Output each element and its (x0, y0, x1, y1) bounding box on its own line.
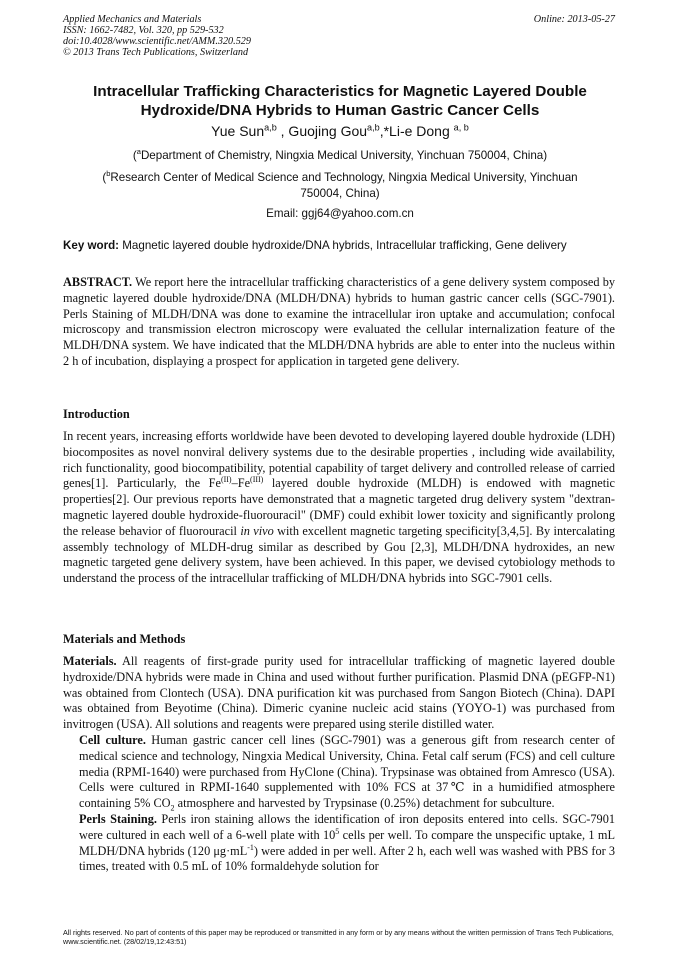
paren: ( (132, 149, 137, 162)
perls-superscript-2: -1 (247, 842, 254, 852)
affiliation-b (60, 170, 620, 202)
affil-marker-a: a (136, 147, 141, 157)
paren: ( (102, 171, 107, 184)
author-2-affil: a,b (367, 122, 380, 133)
intro-text-1: In recent years, increasing efforts worldwide have been devoted to developing layered double hydroxide (LDH) biocomposites as novel nonviral delivery systems due to the desirable properties , including wide availability, rich functionality, good biocompatibility, potential capability of target delivery and controlled release of carried genes[1]. Particularly, the Fe (63, 429, 615, 491)
intro-text-2: –Fe (231, 476, 251, 491)
affiliation-b-text-1: Research Center of Medical Science and Technology, Ningxia Medical University, Yinchuan (110, 171, 578, 184)
materials-label: Materials. (63, 654, 117, 668)
fe2-superscript: (II) (220, 475, 232, 485)
journal-info (63, 14, 251, 58)
cell-culture-text-1: Human gastric cancer cell lines (SGC-7901) was a generous gift from research center of medical science and technology, Ningxia Medical University, China. Fetal calf serum (FCS) and cell culture media (RPMI-1640) were purchased from HyClone (China). Trypsinase was obtained from Amresco (USA). Cells were cultured in RPMI-1640 supplemented with 10% FCS at 37℃ in a humidified atmosphere containing 5% CO (79, 732, 615, 811)
copyright-footer: All rights reserved. No part of contents of this paper may be reproduced or transmitted in any form or by any means without the written permission of Trans Tech Publications, www.scientific.net. (28/02/19,12:43:51) (63, 928, 614, 946)
affiliation-a-text: Department of Chemistry, Ningxia Medical University, Yinchuan 750004, China) (140, 149, 548, 162)
perls-text-3: ) were added in per well. After 2 h, each well was washed with PBS for 3 times, treated with 0.5 mL of 10% formaldehyde solution for (79, 843, 616, 874)
intro-text-3: layered double hydroxide (MLDH) is endowed with magnetic properties[2]. Our previous reports have demonstrated that a magnetic targeted drug delivery system "dextran-magnetic layered double hydroxide-fluorouracil" (DMF) could exhibit lower toxicity and significantly prolong the release behavior of fluorouracil (63, 476, 615, 538)
author-1-affil: a,b (264, 122, 277, 133)
co2-subscript: 2 (170, 803, 175, 813)
author-3-affil: a, b (453, 122, 469, 133)
perls-label: Perls Staining. (79, 811, 157, 826)
in-vivo-italic: in vivo (240, 523, 274, 538)
abstract-label: ABSTRACT. (63, 275, 133, 289)
perls-text-2: cells per well. To compare the unspecific uptake, 1 mL MLDH/DNA hybrids (120 μg·mL (79, 827, 615, 858)
materials-paragraph (63, 654, 615, 733)
keywords-label: Key word: (63, 239, 120, 252)
author-2: , Guojing Gou (276, 123, 368, 139)
journal-copyright: © 2013 Trans Tech Publications, Switzerland (63, 47, 249, 58)
intro-heading: Introduction (63, 407, 130, 421)
affiliation-a (60, 148, 620, 164)
affil-marker-b: b (106, 169, 111, 179)
abstract (63, 275, 615, 370)
author-1: Yue Sun (211, 123, 265, 139)
fe3-superscript: (III) (250, 475, 264, 485)
abstract-text: We report here the intracellular trafficking characteristics of a gene delivery system composed by magnetic layered double hydroxide/DNA (MLDH/DNA) hybrids to human gastric cancer cells (SGC-7901). Perls Staining of MLDH/DNA was done to examine the intracellular iron uptake and accumulation; confocal microscopy and transmission electron microscopy were evaluated the cellular internalization feature of the MLDH/DNA system. We have indicated that the MLDH/DNA hybrids are able to enter into the nucleus within 2 h of incubation, displaying a prospect for application in targeted gene delivery. (63, 275, 615, 368)
intro-text-4: with excellent magnetic targeting specificity[3,4,5]. By intercalating assembly technology of MLDH-drug similar as described by Gou [2,3], MLDH/DNA hydroxides, an new magnetic targeted gene delivery system, have been achieved. In this paper, we devised cytobiology methods to understand the process of the intracellular trafficking of MLDH/DNA hybrids into SGC-7901 cells. (63, 523, 615, 586)
keywords-text: Magnetic layered double hydroxide/DNA hybrids, Intracellular trafficking, Gene delivery (119, 239, 567, 252)
author-3: ,*Li-e Dong (379, 123, 454, 139)
title-line-2: Hydroxide/DNA Hybrids to Human Gastric Cancer Cells (140, 102, 540, 119)
cell-culture-text-2: atmosphere and harvested by Trypsinase (0.25%) detachment for subculture. (174, 796, 555, 811)
materials-text: All reagents of first-grade purity used for intracellular trafficking of magnetic layered double hydroxide/DNA hybrids were made in China and used without further purification. Plasmid DNA (pEGFP-N1) was obtained from Clontech (USA). DNA purification kit was purchased from Sangon Biotech (China). DAPI was obtained from Beyotime (China). Dimeric cyanine nucleic acid stains (YOYO-1) was purchased from invitrogen (USA). All solutions and reagents were prepared using sterile distilled water. (63, 654, 615, 732)
online-date: Online: 2013-05-27 (533, 14, 615, 25)
intro-paragraph (63, 429, 615, 587)
email: Email: ggj64@yahoo.com.cn (266, 207, 414, 220)
methods-body (63, 654, 615, 875)
paper-title (60, 82, 620, 120)
journal-issn: ISSN: 1662-7482, Vol. 320, pp 529-532 (63, 25, 224, 36)
author-list (60, 123, 620, 139)
affiliation-b-text-2: 750004, China) (300, 187, 380, 200)
perls-staining-paragraph (63, 812, 615, 875)
methods-heading: Materials and Methods (63, 632, 186, 646)
journal-doi: doi:10.4028/www.scientific.net/AMM.320.529 (63, 36, 251, 47)
perls-text-1: Perls iron staining allows the identification of iron deposits entered into cells. SGC-7901 were cultured in each well of a 6-well plate with 10 (79, 811, 615, 842)
cell-culture-label: Cell culture. (79, 732, 146, 747)
keywords (63, 239, 623, 252)
journal-name: Applied Mechanics and Materials (63, 14, 202, 25)
perls-superscript-1: 5 (335, 826, 340, 836)
title-line-1: Intracellular Trafficking Characteristics for Magnetic Layered Double (93, 83, 587, 100)
cell-culture-paragraph (63, 733, 615, 812)
